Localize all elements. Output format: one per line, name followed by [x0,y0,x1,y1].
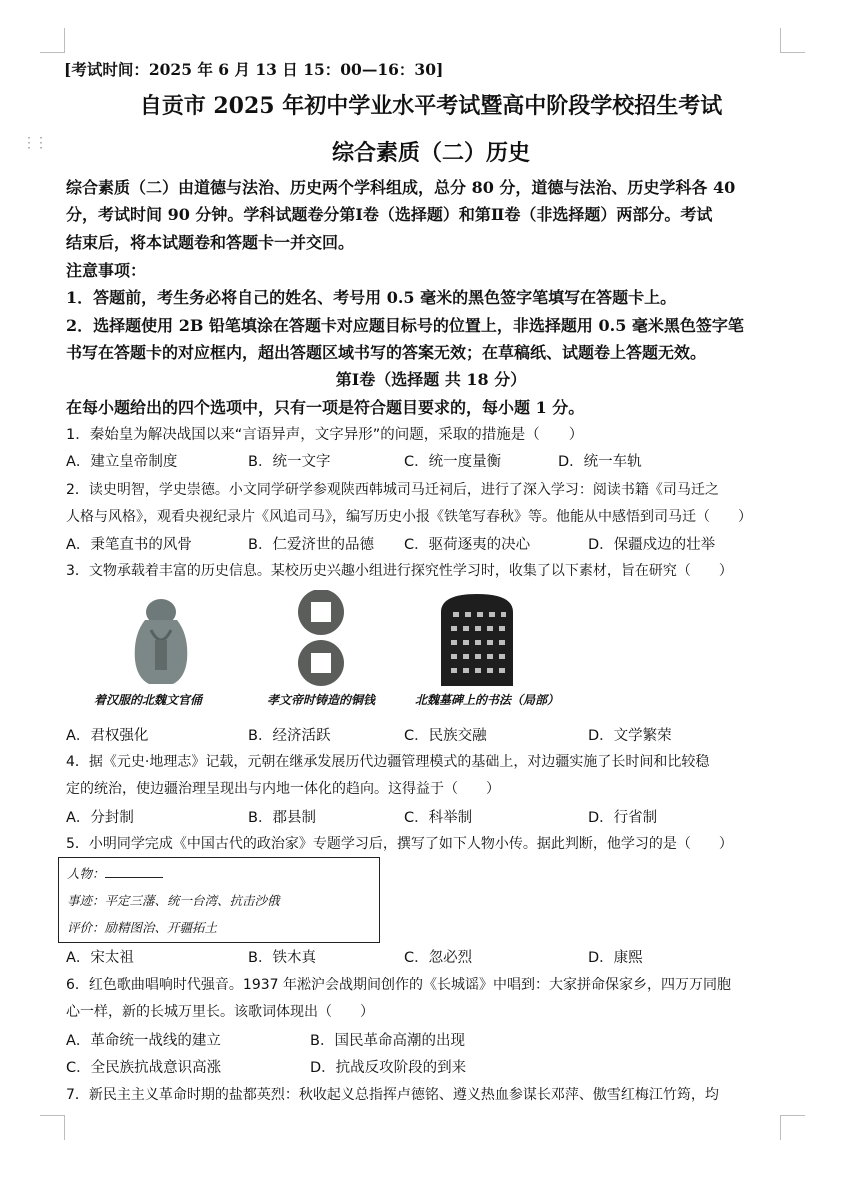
question-1-option-d[interactable]: D．统一车轨 [558,454,642,470]
question-2-option-b[interactable]: B．仁爱济世的品德 [248,537,374,553]
question-2-option-d[interactable]: D．保疆戍边的壮举 [588,537,716,553]
question-6-option-c[interactable]: C．全民族抗战意识高涨 [66,1060,222,1076]
question-3-stem: 3．文物承载着丰富的历史信息。某校历史兴趣小组进行探究性学习时，收集了以下素材，旨在研究（ ） [66,563,733,579]
question-2-option-c[interactable]: C．驱荷逐夷的决心 [404,537,531,553]
artifact-images [63,590,579,690]
question-4-option-b[interactable]: B．郡县制 [248,810,316,826]
question-2-stem-2: 人格与风格》，观看央视纪录片《风追司马》，编写历史小报《铁笔写春秋》等。他能从中感悟到司马迁（ ） [66,509,752,525]
crop-mark-top-left [40,28,65,53]
notice-heading: 注意事项： [66,261,147,280]
question-7-stem: 7．新民主主义革命时期的盐都英烈：秋收起义总指挥卢德铭、遵义热血参谋长邓萍、傲雪红梅江竹筠，均 [66,1087,719,1103]
question-5-option-c[interactable]: C．忽必烈 [404,950,473,966]
figurine-caption: 着汉服的北魏文官俑 [94,693,203,707]
question-4-option-c[interactable]: C．科举制 [404,810,473,826]
question-4-stem-2: 定的统治，使边疆治理呈现出与内地一体化的趋向。这得益于（ ） [66,781,500,797]
stele-caption: 北魏墓碑上的书法（局部） [415,693,560,707]
section-title: 第Ⅰ卷（选择题 共 18 分） [335,370,527,389]
biography-box [58,857,380,943]
notice-item-2-cont: 书写在答题卡的对应框内，超出答题区域书写的答案无效；在草稿纸、试题卷上答题无效。 [66,343,707,362]
question-5-option-d[interactable]: D．康熙 [588,950,643,966]
biography-evaluation: 评价：励精图治、开疆拓土 [67,920,218,935]
question-2-option-a[interactable]: A．秉笔直书的风骨 [66,537,192,553]
drag-handle-icon[interactable]: ⋮⋮ [22,135,46,151]
answer-blank [105,865,163,878]
question-1-stem: 1．秦始皇为解决战国以来“言语异声，文字异形”的问题，采取的措施是（ ） [66,427,584,443]
intro-line-1: 综合素质（二）由道德与法治、历史两个学科组成，总分 80 分，道德与法治、历史学科各 40 [66,178,736,197]
question-5-option-b[interactable]: B．铁木真 [248,950,316,966]
question-2-stem-1: 2．读史明智，学史崇德。小文同学研学参观陕西韩城司马迁祠后，进行了深入学习：阅读书籍《司马迁之 [66,482,719,498]
question-5-stem: 5．小明同学完成《中国古代的政治家》专题学习后，撰写了如下人物小传。据此判断，他学习的是（ ） [66,836,733,852]
crop-mark-top-right [780,28,805,53]
question-6-option-a[interactable]: A．革命统一战线的建立 [66,1033,221,1049]
question-5-option-a[interactable]: A．宋太祖 [66,950,134,966]
question-3-option-c[interactable]: C．民族交融 [404,728,487,744]
question-3-option-a[interactable]: A．君权强化 [66,728,149,744]
question-3-option-d[interactable]: D．文学繁荣 [588,728,672,744]
intro-line-3: 结束后，将本试题卷和答题卡一并交回。 [66,233,355,252]
question-4-option-d[interactable]: D．行省制 [588,810,658,826]
coins-image [298,590,344,686]
question-3-option-b[interactable]: B．经济活跃 [248,728,331,744]
question-1-option-b[interactable]: B．统一文字 [248,454,331,470]
biography-deeds: 事迹：平定三藩、统一台湾、抗击沙俄 [67,893,280,908]
question-6-stem-2: 心一样，新的长城万里长。该歌词体现出（ ） [66,1004,374,1020]
notice-item-1: 1．答题前，考生务必将自己的姓名、考号用 0.5 毫米的黑色签字笔填写在答题卡上。 [66,288,677,307]
page-subtitle: 综合素质（二）历史 [331,140,530,166]
biography-person: 人物： [67,864,163,882]
exam-time: [考试时间：2025 年 6 月 13 日 15：00—16：30] [64,60,444,79]
question-6-option-d[interactable]: D．抗战反攻阶段的到来 [310,1060,467,1076]
question-1-option-a[interactable]: A．建立皇帝制度 [66,454,178,470]
page-title: 自贡市 2025 年初中学业水平考试暨高中阶段学校招生考试 [139,93,723,119]
question-6-stem-1: 6．红色歌曲唱响时代强音。1937 年淞沪会战期间创作的《长城谣》中唱到：大家拼命保家乡，四万万同胞 [66,977,731,993]
figurine-image [135,599,188,684]
question-4-option-a[interactable]: A．分封制 [66,810,134,826]
coins-caption: 孝文帝时铸造的铜钱 [267,693,376,707]
question-1-option-c[interactable]: C．统一度量衡 [404,454,502,470]
stele-image [441,594,513,686]
crop-mark-bottom-left [40,1115,65,1140]
section-instruction: 在每小题给出的四个选项中，只有一项是符合题目要求的，每小题 1 分。 [66,398,585,417]
intro-line-2: 分，考试时间 90 分钟。学科试题卷分第Ⅰ卷（选择题）和第Ⅱ卷（非选择题）两部分。考试 [66,205,713,224]
question-6-option-b[interactable]: B．国民革命高潮的出现 [310,1033,465,1049]
crop-mark-bottom-right [780,1115,805,1140]
question-3-figure [63,590,579,712]
question-4-stem-1: 4．据《元史·地理志》记载，元朝在继承发展历代边疆管理模式的基础上，对边疆实施了长时间和比较稳 [66,754,710,770]
notice-item-2: 2．选择题使用 2B 铅笔填涂在答题卡对应题目标号的位置上，非选择题用 0.5 毫米黑色签字笔 [66,316,744,335]
